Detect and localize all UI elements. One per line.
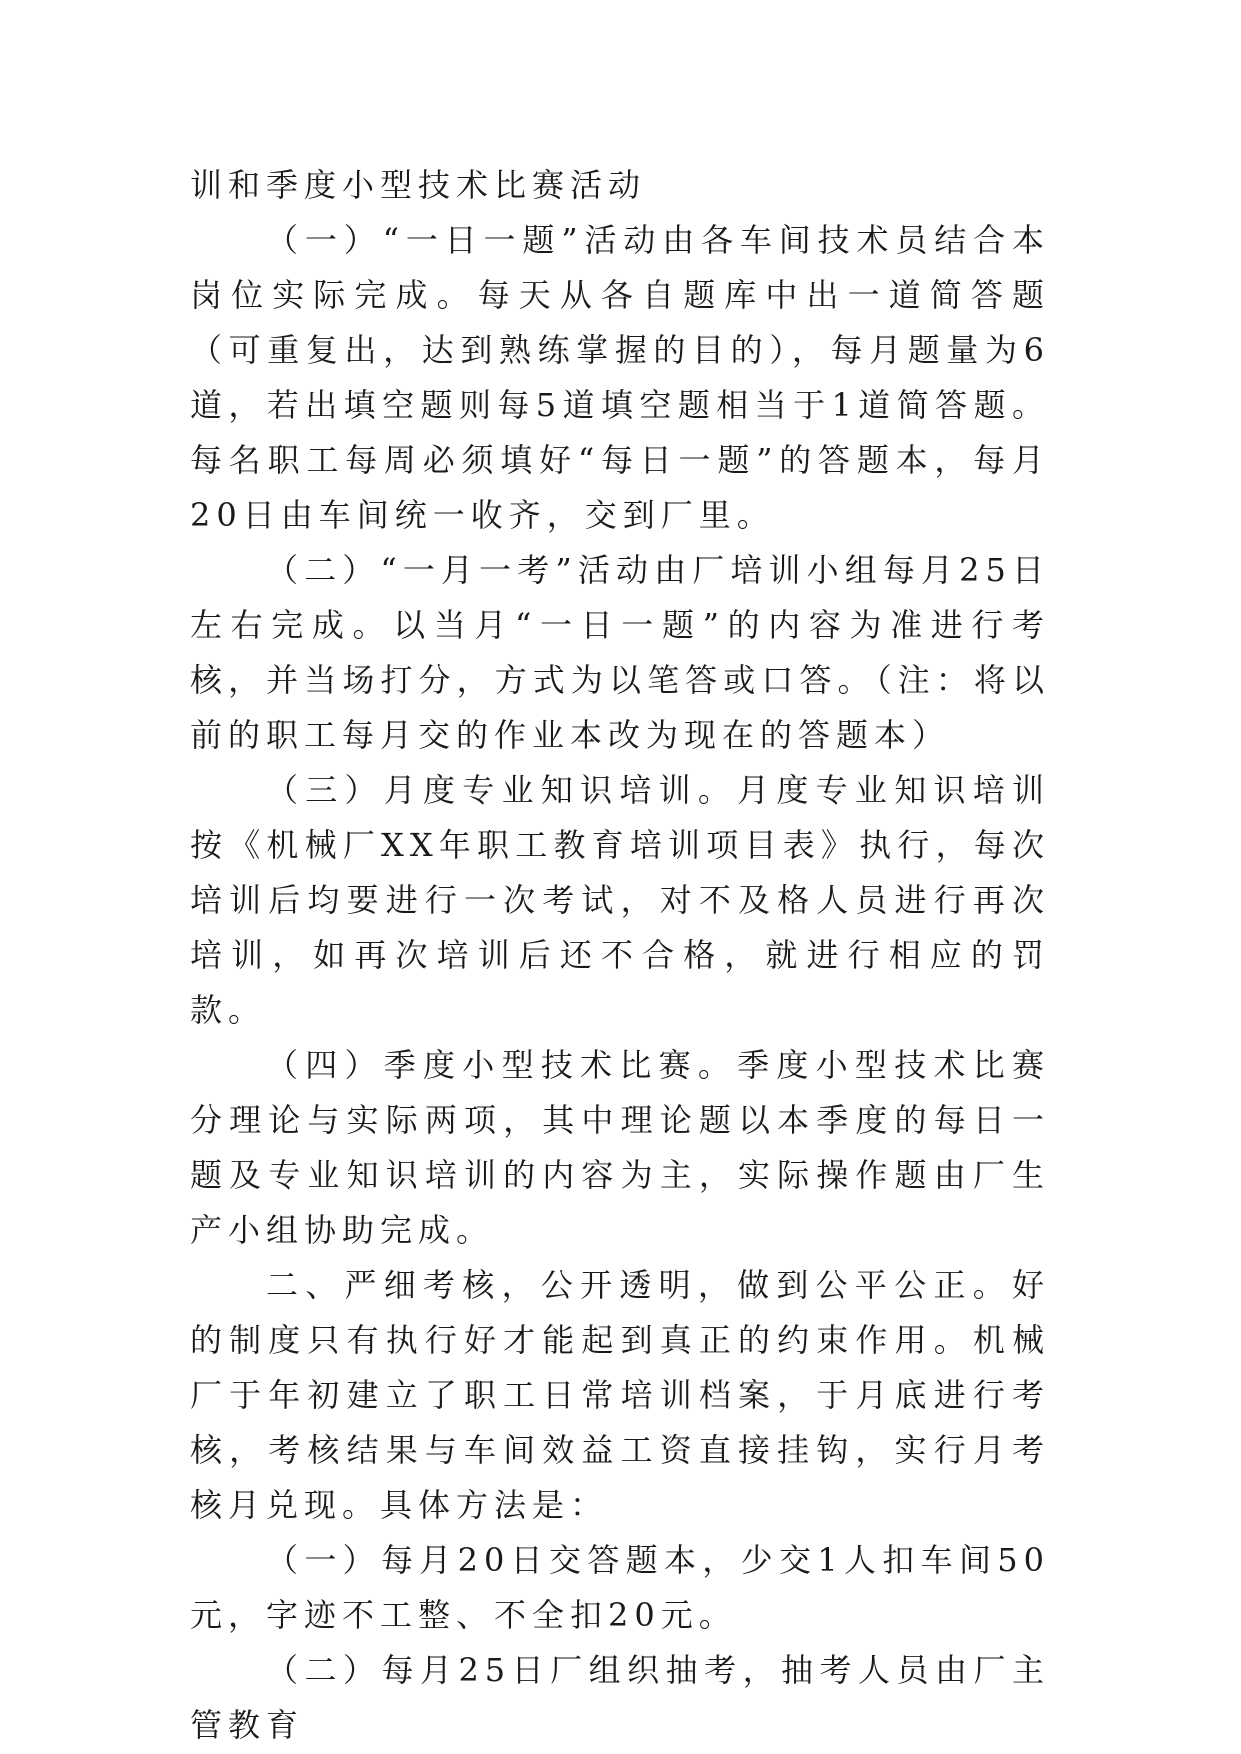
paragraph-spot-check-rule: （二）每月25日厂组织抽考，抽考人员由厂主管教育 [190,1651,1050,1744]
document-body [190,158,1050,1753]
paragraph-monthly-training: （三）月度专业知识培训。月度专业知识培训按《机械厂XX年职工教育培训项目表》执行，每次培训后均要进行一次考试，对不及格人员进行再次培训，如再次培训后还不合格，就进行相应的罚款。 [190,771,1050,1029]
paragraph-quarterly-competition: （四）季度小型技术比赛。季度小型技术比赛分理论与实际两项，其中理论题以本季度的每日一题及专业知识培训的内容为主，实际操作题由厂生产小组协助完成。 [190,1046,1050,1249]
paragraph-one-day-one-question: （一）“一日一题”活动由各车间技术员结合本岗位实际完成。每天从各自题库中出一道简答题（可重复出，达到熟练掌握的目的），每月题量为6道，若出填空题则每5道填空题相当于1道简答题。每名职工每周必须填好“每日一题”的答题本，每月20日由车间统一收齐，交到厂里。 [190,221,1050,534]
paragraph-one-month-one-exam: （二）“一月一考”活动由厂培训小组每月25日左右完成。以当月“一日一题”的内容为准进行考核，并当场打分，方式为以笔答或口答。（注：将以前的职工每月交的作业本改为现在的答题本） [190,551,1050,754]
paragraph-answer-book-rule: （一）每月20日交答题本，少交1人扣车间50元，字迹不工整、不全扣20元。 [190,1541,1050,1634]
paragraph-strict-assessment: 二、严细考核，公开透明，做到公平公正。好的制度只有执行好才能起到真正的约束作用。机械厂于年初建立了职工日常培训档案，于月底进行考核，考核结果与车间效益工资直接挂钩，实行月考核月兑现。具体方法是： [190,1266,1050,1524]
paragraph-continuation: 训和季度小型技术比赛活动 [190,166,647,204]
